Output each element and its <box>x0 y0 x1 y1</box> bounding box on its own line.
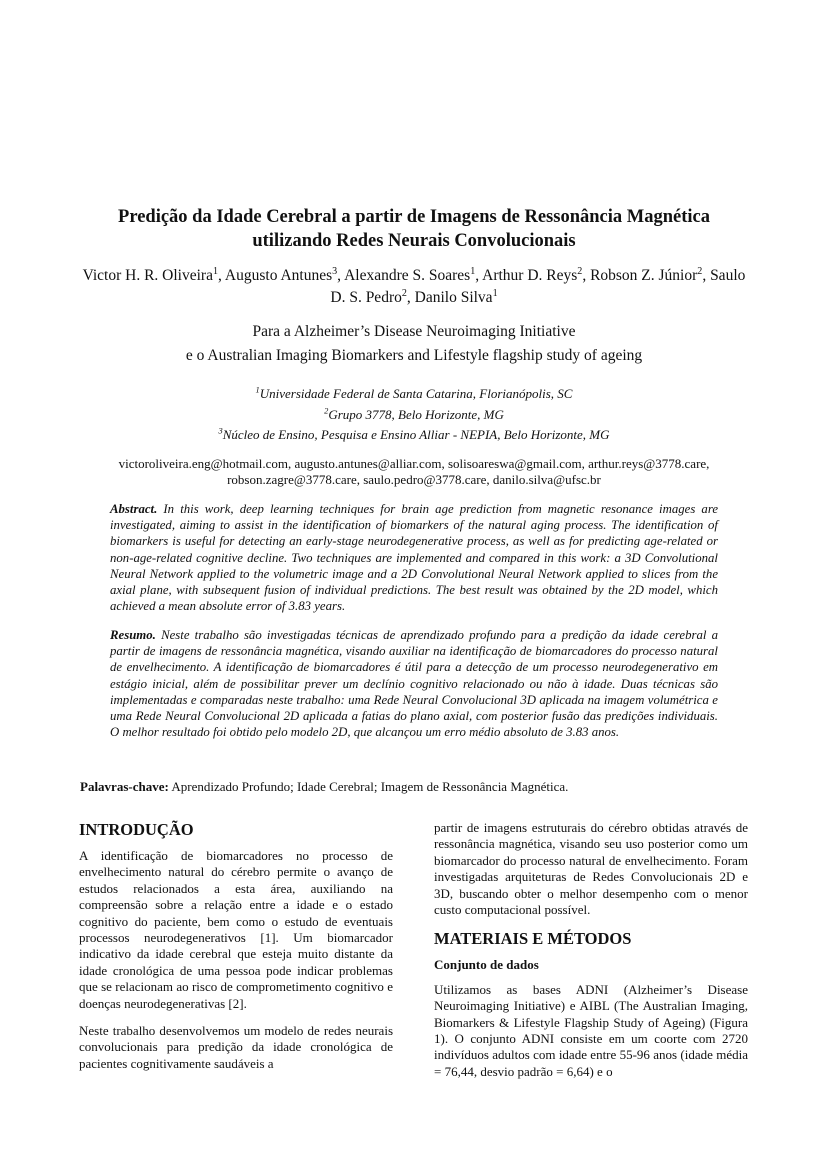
institution: $^3$Núcleo de Ensino, Pesquisa e Ensino Alliar - NEPIA, Belo Horizonte, MG <box>218 425 610 442</box>
intro-heading: INTRODUÇÃO <box>79 820 194 839</box>
intro-paragraph-1: A identificação de biomarcadores no processo de envelhecimento natural do cérebro permite o avanço de estudos relacionados a esta área, auxiliando na compreensão sobre a relação entre a idade e o estado cognitivo do paciente, bem como o estudo de eventuais processos neurodegenerativos [1]. Um biomarcador indicativo da idade cerebral que esteja muito distante da idade cronológica de uma pessoa pode indicar problemas que se relacionam ao risco de comprometimento cognitivo e doenças neurodegenerativas [2]. <box>79 848 393 1011</box>
abstract-heading: Abstract. <box>110 502 158 516</box>
consortium-line-1: Para a Alzheimer’s Disease Neuroimaging Initiative <box>252 323 576 340</box>
left-column <box>79 820 393 1083</box>
right-column <box>434 820 748 1091</box>
author-list <box>80 265 748 309</box>
emails-line-2: robson.zagre@3778.care, saulo.pedro@3778.care, danilo.silva@ufsc.br <box>227 472 601 487</box>
intro-paragraph-2-continued: partir de imagens estruturais do cérebro obtidas através de ressonância magnética, visando seu uso posterior como um biomarcador do processo natural de envelhecimento. Foram investigadas arquiteturas de Redes Convolucionais 2D e 3D, buscando obter o melhor desempenho com o menor custo computacional possível. <box>434 820 748 918</box>
abstract-pt <box>110 627 718 740</box>
consortium-affiliation <box>60 320 768 368</box>
abstract-en <box>110 501 718 614</box>
title-line-2: utilizando Redes Neurais Convolucionais <box>252 231 576 251</box>
title-line-1: Predição da Idade Cerebral a partir de Imagens de Ressonância Magnética <box>118 207 710 227</box>
institution: $^2$Grupo 3778, Belo Horizonte, MG <box>324 405 504 422</box>
methods-paragraph-1: Utilizamos as bases ADNI (Alzheimer’s Disease Neuroimaging Initiative) e AIBL (The Australian Imaging, Biomarkers & Lifestyle Flagship Study of Ageing) (Figura 1). O conjunto ADNI consiste em um coorte com 2720 indivíduos adultos com idade entre 55-96 anos (idade média = 76,44, desvio padrão = 6,64) e o <box>434 981 748 1079</box>
methods-heading: MATERIAIS E MÉTODOS <box>434 929 632 949</box>
institution: $^1$Universidade Federal de Santa Catarina, Florianópolis, SC <box>255 384 573 401</box>
author: Alexandre S. Soares$^1$, <box>344 265 483 284</box>
author: Robson Z. Júnior$^2$, <box>590 265 711 284</box>
consortium-line-2: e o Australian Imaging Biomarkers and Lifestyle flagship study of ageing <box>185 347 643 364</box>
dataset-subheading: Conjunto de dados <box>434 957 539 973</box>
author: Danilo Silva$^1$ <box>414 287 498 306</box>
resumo-text: Neste trabalho são investigadas técnicas de aprendizado profundo para a predição da idade cerebral a partir de imagens de ressonância magnética, visando auxiliar na identificação de biomarcadores do processo natural de envelhecimento. A identificação de biomarcadores é útil para a detecção de um processo neurodegenerativo em estágio inicial, além de possibilitar prever um declínio cognitivo relacionado ou não à idade. Duas técnicas são implementadas e comparadas neste trabalho: uma Rede Neural Convolucional 3D aplicada na imagem volumétrica e uma Rede Neural Convolucional 2D aplicada a fatias do plano axial, com posterior fusão das predições individuais. O melhor resultado foi obtido pelo modelo 2D, que alcançou um erro médio absoluto de 3.83 anos. <box>110 628 718 740</box>
abstract-text: In this work, deep learning techniques for brain age prediction from magnetic resonance images are investigated, aiming to assist in the identification of biomarkers of the natural aging process. The identification of biomarkers is useful for detecting an early-stage neurodegenerative process, as well as for predicting age-related or non-age-related cognitive decline. Two techniques are implemented and compared in this work: a 3D Convolutional Neural Network applied to the volumetric image and a 2D Convolutional Neural Network applied to slices from the axial plane, with subsequent fusion of individual predictions. The best result was obtained by the 2D model, which achieved a mean absolute error of 3.83 years. <box>110 502 719 614</box>
author: Augusto Antunes$^3$, <box>224 265 345 284</box>
author: Victor H. R. Oliveira$^1$, <box>82 265 225 284</box>
resumo-heading: Resumo. <box>110 628 156 642</box>
author: Saulo D. S. Pedro$^2$, <box>330 267 746 306</box>
paper-title <box>60 205 768 253</box>
author: Arthur D. Reys$^2$, <box>482 265 591 284</box>
keywords-heading: Palavras-chave: <box>80 779 169 794</box>
author-emails <box>70 456 758 488</box>
emails-line-1: victoroliveira.eng@hotmail.com, augusto.antunes@alliar.com, solisoareswa@gmail.com, arthur.reys@3778.care, <box>118 456 710 471</box>
institution-list <box>60 384 768 446</box>
intro-paragraph-2: Neste trabalho desenvolvemos um modelo de redes neurais convolucionais para predição da idade cronológica de pacientes cognitivamente saudáveis a <box>79 1023 393 1071</box>
keywords-text: Aprendizado Profundo; Idade Cerebral; Imagem de Ressonância Magnética. <box>171 779 569 794</box>
keywords <box>80 778 748 795</box>
